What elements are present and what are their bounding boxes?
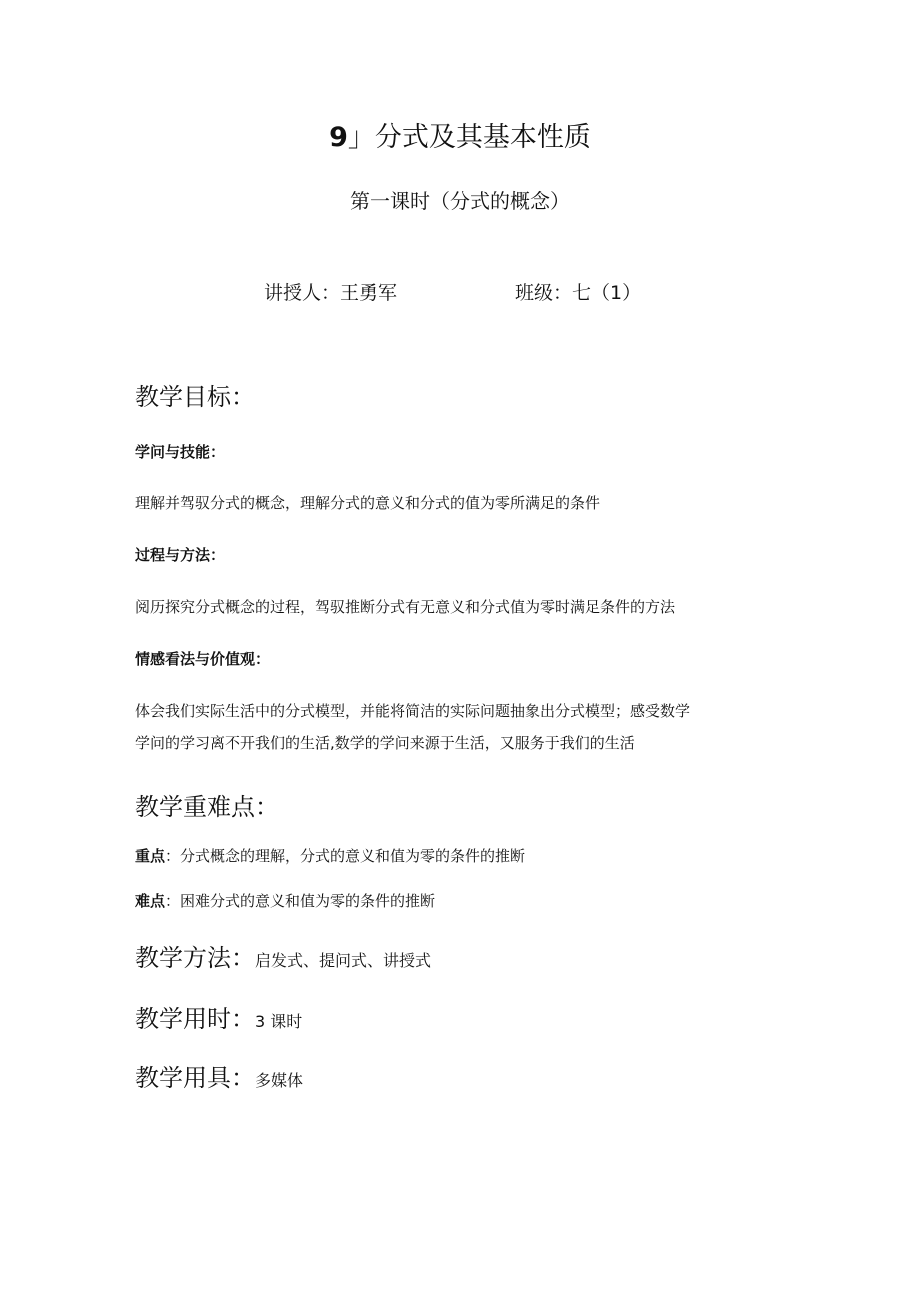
title-separator: 」	[347, 122, 375, 153]
emotion-label: 情感看法与价值观：	[135, 650, 271, 668]
objectives-heading: 教学目标：	[135, 383, 255, 411]
method-heading: 教学方法：	[135, 944, 255, 972]
duration-heading: 教学用时：	[135, 1005, 255, 1033]
tools-value: 多媒体	[255, 1071, 304, 1090]
class-info: 班级：七（1）	[515, 282, 642, 304]
difficult-point-text: ：困难分式的意义和值为零的条件的推断	[165, 892, 436, 910]
method-value: 启发式、提问式、讲授式	[255, 951, 432, 970]
title-number: 9	[329, 122, 348, 153]
difficult-point	[135, 889, 435, 913]
key-point	[135, 844, 525, 868]
process-text: 阅历探究分式概念的过程，驾驭推断分式有无意义和分式值为零时满足条件的方法	[135, 598, 676, 616]
duration-value: 3 课时	[255, 1012, 303, 1031]
key-point-label: 重点	[135, 847, 166, 865]
title-text: 分式及其基本性质	[374, 122, 591, 153]
emotion-text-line1: 体会我们实际生活中的分式模型，并能将简洁的实际问题抽象出分式模型；感受数学	[135, 702, 691, 720]
teacher-info: 讲授人：王勇军	[264, 282, 398, 304]
page-subtitle: 第一课时（分式的概念）	[350, 189, 570, 213]
knowledge-label: 学问与技能：	[135, 443, 226, 461]
tools-heading: 教学用具：	[135, 1064, 255, 1092]
process-label: 过程与方法：	[135, 546, 226, 564]
tools-row	[135, 1061, 303, 1098]
duration-row	[135, 1002, 302, 1039]
key-point-text: ：分式概念的理解，分式的意义和值为零的条件的推断	[165, 847, 526, 865]
page-title	[0, 118, 920, 158]
emotion-text-line2: 学问的学习离不开我们的生活,数学的学问来源于生活，又服务于我们的生活	[135, 734, 635, 752]
knowledge-text: 理解并驾驭分式的概念，理解分式的意义和分式的值为零所满足的条件	[135, 494, 601, 512]
difficult-point-label: 难点	[135, 892, 166, 910]
keypoints-heading: 教学重难点：	[135, 793, 279, 821]
method-row	[135, 941, 431, 978]
